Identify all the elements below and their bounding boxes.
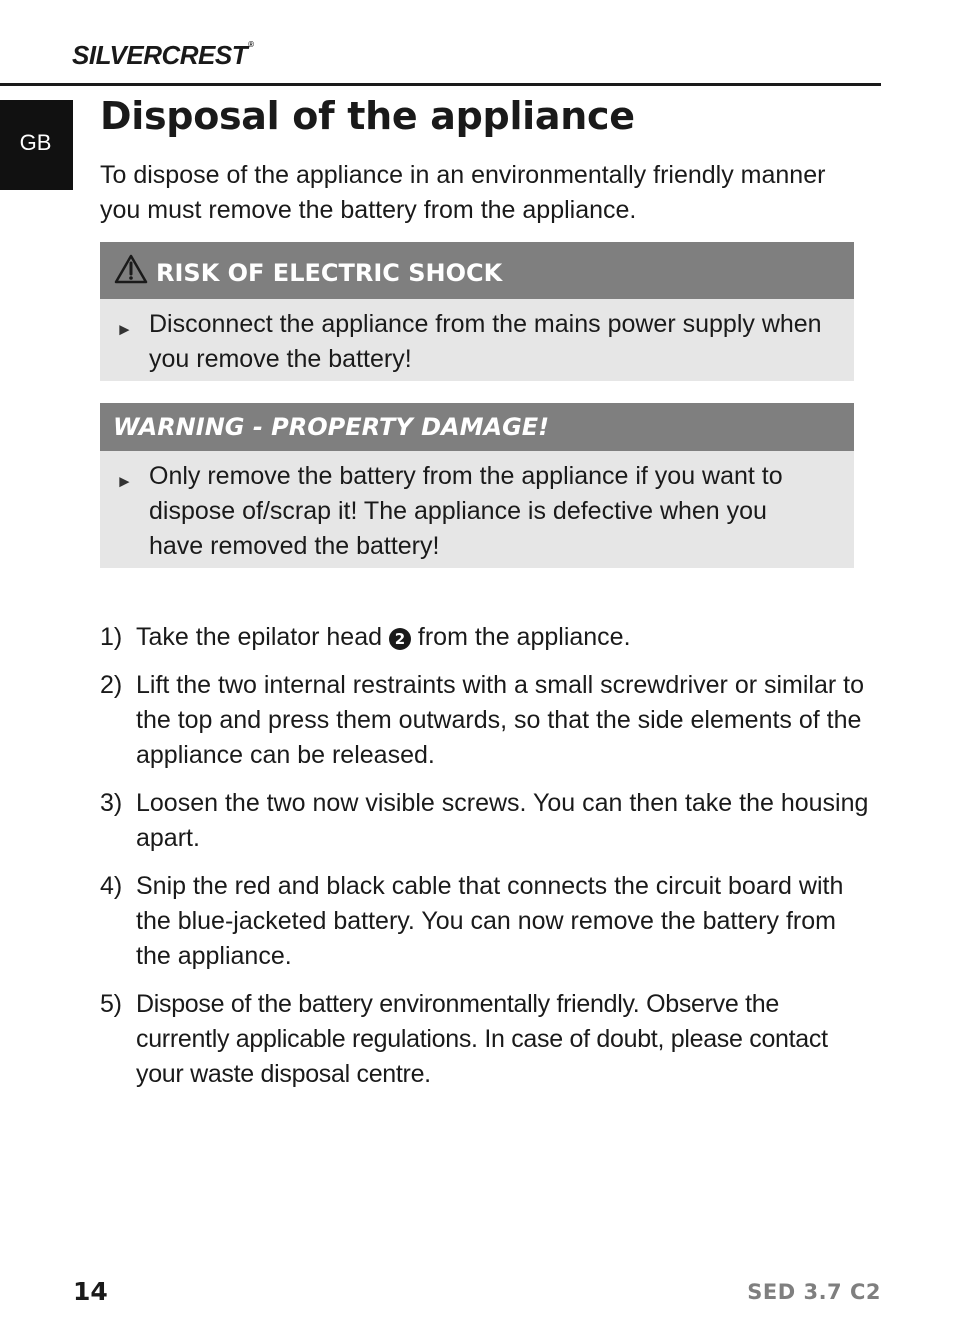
intro-paragraph: To dispose of the appliance in an environmentally friendly manner you must remove the battery from the appliance. bbox=[100, 161, 826, 224]
step-number: 3) bbox=[100, 789, 123, 817]
step-text: Dispose of the battery environmentally friendly. Observe the currently applicable regulations. In case of doubt, please contact your waste disposal centre. bbox=[136, 990, 828, 1088]
registered-mark: ® bbox=[248, 40, 254, 49]
language-label: GB bbox=[19, 130, 52, 155]
danger-box-text: Disconnect the appliance from the mains power supply when you remove the battery! bbox=[149, 310, 822, 373]
danger-box-heading: RISK OF ELECTRIC SHOCK bbox=[156, 258, 503, 287]
page-title: Disposal of the appliance bbox=[100, 94, 635, 138]
warning-box bbox=[100, 403, 854, 568]
step-text: Snip the red and black cable that connects the circuit board with the blue-jacketed battery. You can now remove the battery from the appliance. bbox=[136, 872, 844, 970]
page-number: 14 bbox=[73, 1277, 108, 1306]
step-item bbox=[100, 987, 870, 1092]
warning-box-text: Only remove the battery from the appliance if you want to dispose of/scrap it! The appliance is defective when you have removed the battery! bbox=[149, 462, 783, 560]
step-item bbox=[100, 620, 870, 655]
warning-triangle-icon bbox=[114, 254, 148, 284]
brand-logo bbox=[72, 40, 254, 71]
step-number: 2) bbox=[100, 671, 123, 699]
danger-box-header bbox=[100, 242, 854, 299]
brand-name: SILVERCREST bbox=[72, 40, 248, 70]
danger-box bbox=[100, 242, 854, 381]
step-text: Lift the two internal restraints with a small screwdriver or similar to the top and press them outwards, so that the side elements of the appliance can be released. bbox=[136, 671, 865, 769]
step-text-before: Take the epilator head bbox=[136, 623, 389, 651]
model-number: SED 3.7 C2 bbox=[747, 1280, 881, 1304]
warning-box-heading: WARNING - PROPERTY DAMAGE! bbox=[113, 413, 550, 441]
step-number: 4) bbox=[100, 872, 123, 900]
step-number: 5) bbox=[100, 990, 122, 1018]
step-number: 1) bbox=[100, 623, 123, 651]
language-tab bbox=[0, 100, 73, 190]
step-text-after: from the appliance. bbox=[410, 623, 631, 651]
danger-box-body bbox=[100, 299, 854, 377]
step-text: Loosen the two now visible screws. You can then take the housing apart. bbox=[136, 789, 869, 852]
arrow-right-icon: ► bbox=[116, 320, 133, 339]
header-rule bbox=[0, 83, 881, 86]
steps-list bbox=[100, 620, 870, 1105]
warning-box-body bbox=[100, 451, 854, 564]
part-reference-badge: 2 bbox=[389, 628, 411, 650]
step-item bbox=[100, 786, 870, 856]
step-item bbox=[100, 869, 870, 974]
warning-box-header bbox=[100, 403, 854, 451]
arrow-right-icon: ► bbox=[116, 472, 133, 491]
step-item bbox=[100, 668, 870, 773]
